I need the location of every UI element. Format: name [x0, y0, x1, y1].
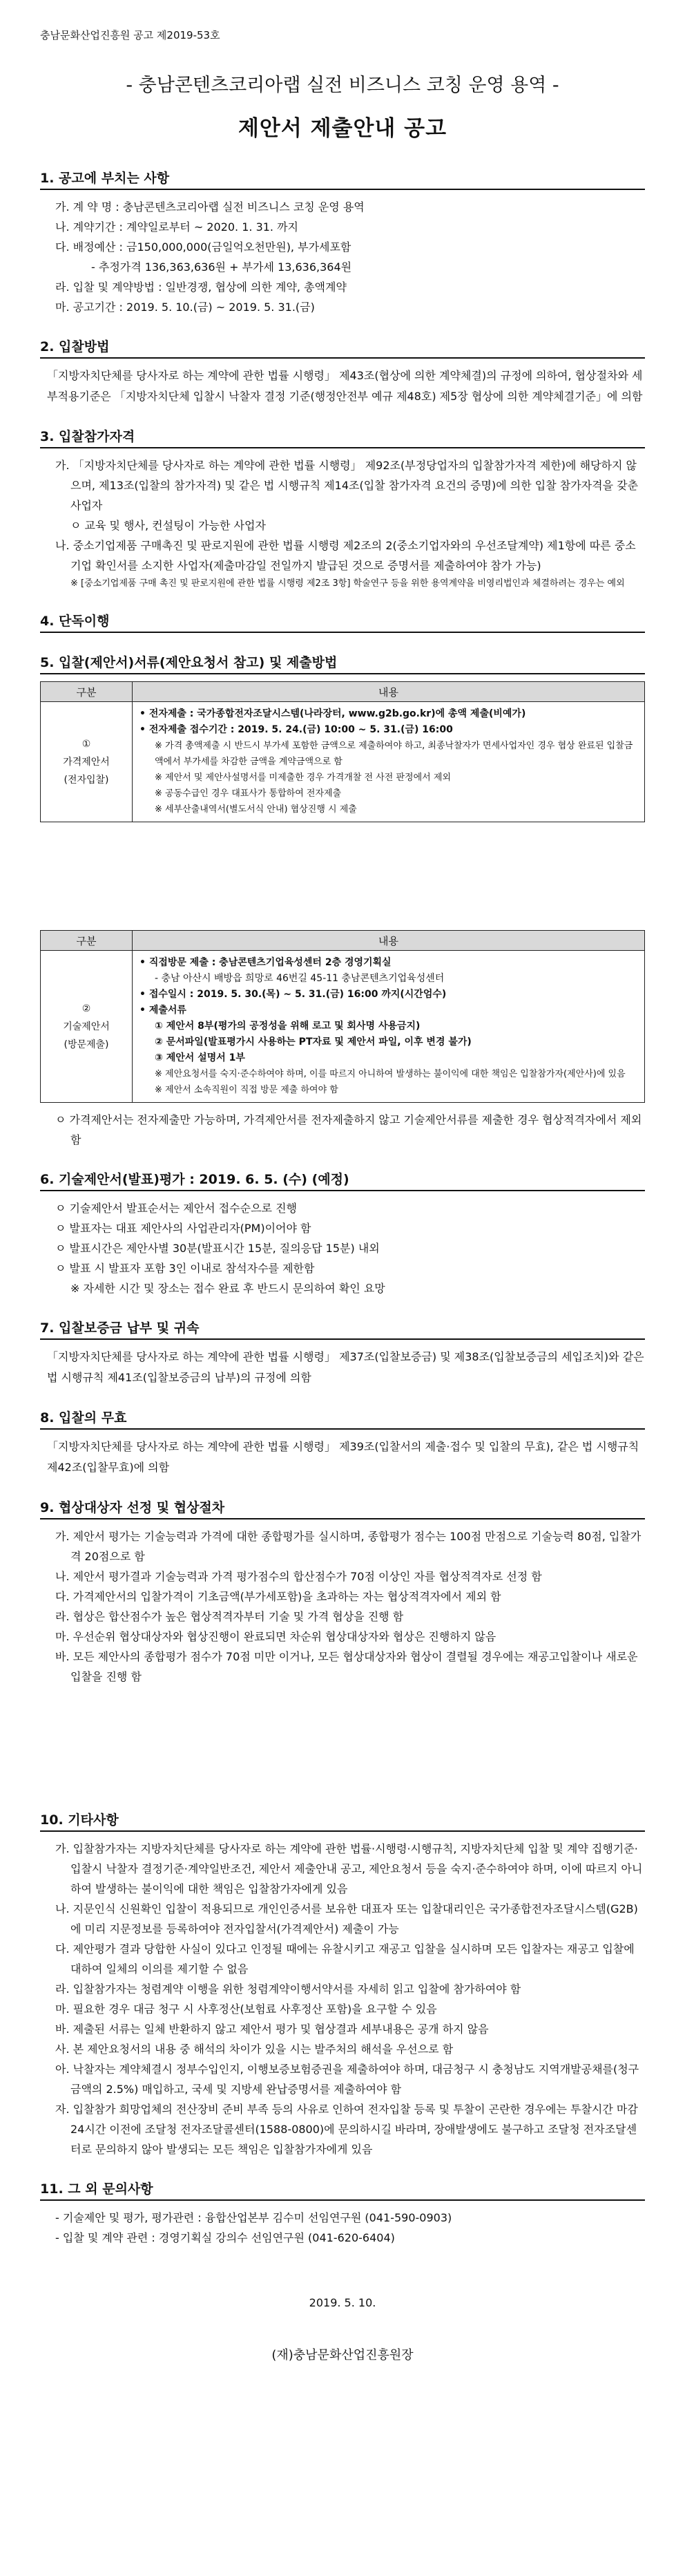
s9-item: 다. 가격제안서의 입찰가격이 기초금액(부가세포함)을 초과하는 자는 협상적격자에서 제외 함: [55, 1590, 501, 1603]
section-5-title: 5. 입찰(제안서)서류(제안요청서 참고) 및 제출방법: [40, 652, 645, 674]
s3-item-a: 가. 「지방자치단체를 당사자로 하는 계약에 관한 법률 시행령」 제92조(부정당업자의 입찰참가자격 제한)에 해당하지 않으며, 제13조(입찰의 참가자격) 및 같은 법 시행규칙 제14조(입찰 참가자격 요건의 증명)에 의한 입찰 참가자격을 갖춘 사업자: [55, 459, 639, 512]
s6-item: ㅇ 기술제안서 발표순서는 제안서 접수순으로 진행: [55, 1202, 298, 1215]
s10-item: 마. 필요한 경우 대금 청구 시 사후정산(보험료 사후정산 포함)을 요구할 수 있음: [55, 2002, 437, 2016]
row1-content: [133, 702, 645, 822]
row1-category: [41, 702, 133, 822]
s1-item: 라. 입찰 및 계약방법 : 일반경쟁, 협상에 의한 계약, 총액계약: [55, 281, 347, 294]
section-3-title: 3. 입찰참가자격: [40, 426, 645, 448]
th-category: 구분: [41, 931, 133, 951]
row1-line: • 전자제출 : 국가종합전자조달시스템(나라장터, www.g2b.go.kr)에 총액 제출(비예가): [139, 708, 526, 719]
section-8-text: 「지방자치단체를 당사자로 하는 계약에 관한 법률 시행령」 제39조(입찰서의 제출·접수 및 입찰의 무효), 같은 법 시행규칙 제42조(입찰무효)에 의함: [47, 1440, 639, 1474]
submission-table-2: [40, 930, 645, 1103]
s10-item: 다. 제안평가 결과 당합한 사실이 있다고 인정될 때에는 유찰시키고 재공고 입찰을 실시하며 모든 입찰자는 재공고 입찰에 대하여 일체의 이의를 제기할 수 없음: [55, 1942, 635, 1976]
s6-item: ㅇ 발표자는 대표 제안사의 사업관리자(PM)이어야 함: [55, 1222, 311, 1235]
row2-line: • 직접방문 제출 : 충남콘텐츠기업육성센터 2층 경영기획실: [139, 957, 392, 968]
row2-cat-num: ②: [81, 1003, 91, 1014]
section-10: [40, 1810, 645, 2159]
document-subtitle: - 충남콘텐츠코리아랩 실전 비즈니스 코칭 운영 용역 -: [126, 75, 559, 96]
section-6: [40, 1169, 645, 1298]
submission-table-1: [40, 681, 645, 822]
issuing-organization: (재)충남문화산업진흥원장: [271, 2348, 414, 2362]
row1-line: ※ 제안서 및 제안사설명서를 미제출한 경우 가격개찰 전 사전 판정에서 제외: [155, 773, 451, 783]
s10-item: 바. 제출된 서류는 일체 반환하지 않고 제안서 평가 및 협상결과 세부내용은 공개 하지 않음: [55, 2023, 489, 2036]
s1-item: 다. 배정예산 : 금150,000,000(금일억오천만원), 부가세포함: [55, 240, 351, 254]
s6-item: ㅇ 발표 시 발표자 포함 3인 이내로 참석자수를 제한함: [55, 1262, 315, 1275]
s1-item: 마. 공고기간 : 2019. 5. 10.(금) ~ 2019. 5. 31.(금): [55, 301, 315, 314]
row2-category: [41, 951, 133, 1103]
row1-cat-method: (전자입찰): [64, 774, 109, 786]
s3-item-b: 나. 중소기업제품 구매촉진 및 판로지원에 관한 법률 시행령 제2조의 2(중소기업자와의 우선조달계약) 제1항에 따른 중소기업 확인서를 소지한 사업자(제출마감일 전일까지 발급된 것으로 증명서를 제출하여야 참가 가능): [55, 539, 636, 572]
document-title: 제안서 제출안내 공고: [238, 116, 447, 141]
row2-content: [133, 951, 645, 1103]
row2-line: • 접수일시 : 2019. 5. 30.(목) ~ 5. 31.(금) 16:00 까지(시간엄수): [139, 989, 447, 1000]
row1-cat-num: ①: [81, 738, 91, 750]
section-1: [40, 168, 645, 317]
s3-item-a-sub: ㅇ 교육 및 행사, 컨설팅이 가능한 사업자: [70, 519, 266, 532]
row2-line: - 충남 아산시 배방읍 희망로 46번길 45-11 충남콘텐츠기업육성센터: [155, 973, 445, 984]
section-1-title: 1. 공고에 부치는 사항: [40, 168, 645, 190]
section-2-title: 2. 입찰방법: [40, 337, 645, 359]
section-11: [40, 2179, 645, 2248]
section-7: [40, 1318, 645, 1388]
s9-item: 나. 제안서 평가결과 기술능력과 가격 평가점수의 합산점수가 70점 이상인 자를 협상적격자로 선정 함: [55, 1570, 542, 1583]
s11-item: - 기술제안 및 평가, 평가관련 : 융합산업본부 김수미 선임연구원 (041-590-0903): [55, 2211, 452, 2224]
s1-item: 나. 계약기간 : 계약일로부터 ~ 2020. 1. 31. 까지: [55, 220, 299, 234]
title-block: [40, 70, 645, 142]
row1-line: ※ 세부산출내역서(별도서식 안내) 협상진행 시 제출: [155, 804, 357, 815]
section-8-title: 8. 입찰의 무효: [40, 1408, 645, 1430]
s9-item: 라. 협상은 합산점수가 높은 협상적격자부터 기술 및 가격 협상을 진행 함: [55, 1610, 404, 1623]
section-4-title: 4. 단독이행: [40, 611, 645, 633]
section-9-title: 9. 협상대상자 선정 및 협상절차: [40, 1497, 645, 1519]
row2-line: ※ 제안서 소속직원이 직접 방문 제출 하여야 함: [155, 1085, 338, 1095]
notice-number: 충남문화산업진흥원 공고 제2019-53호: [40, 29, 220, 41]
s1-item: 가. 계 약 명 : 충남콘텐츠코리아랩 실전 비즈니스 코칭 운영 용역: [55, 200, 365, 214]
notice-date: 2019. 5. 10.: [309, 2296, 376, 2309]
s9-item: 가. 제안서 평가는 기술능력과 가격에 대한 종합평가를 실시하며, 종합평가 점수는 100점 만점으로 기술능력 80점, 입찰가격 20점으로 함: [55, 1530, 641, 1563]
s10-item: 아. 낙찰자는 계약체결시 정부수입인지, 이행보증보험증권을 제출하여야 하며, 대금청구 시 충청남도 지역개발공채를(청구금액의 2.5%) 매입하고, 국세 및 지방세 완납증명서를 제출하여야 함: [55, 2063, 639, 2096]
row2-line: ② 문서파일(발표평가시 사용하는 PT자료 및 제안서 파일, 이후 변경 불가): [155, 1036, 472, 1048]
section-4: [40, 611, 645, 633]
s10-item: 자. 입찰참가 희망업체의 전산장비 준비 부족 등의 사유로 인하여 전자입찰 등록 및 투찰이 곤란한 경우에는 투찰시간 마감 24시간 이전에 조달청 전자조달콜센터(1588-0800)에 문의하시길 바라며, 장애발생에도 불구하고 조달청 전자조달센터로 문의하지 않아 발생되는 모든 책임은 입찰참가자에게 있음: [55, 2103, 638, 2156]
section-10-title: 10. 기타사항: [40, 1810, 645, 1832]
section-6-title: 6. 기술제안서(발표)평가 : 2019. 6. 5. (수) (예정): [40, 1169, 645, 1191]
s9-item: 바. 모든 제안사의 종합평가 점수가 70점 미만 이거나, 모든 협상대상자와 협상이 결렬될 경우에는 재공고입찰이나 새로운 입찰을 진행 함: [55, 1650, 638, 1683]
s6-item: ㅇ 발표시간은 제안사별 30분(발표시간 15분, 질의응답 15분) 내외: [55, 1242, 380, 1255]
row2-line: ① 제안서 8부(평가의 공정성을 위해 로고 및 회사명 사용금지): [155, 1021, 421, 1032]
section-2: [40, 337, 645, 407]
section-9: [40, 1497, 645, 1687]
row1-line: ※ 공동수급인 경우 대표사가 통합하여 전자제출: [155, 788, 342, 799]
section-11-title: 11. 그 외 문의사항: [40, 2179, 645, 2201]
s6-item: ※ 자세한 시간 및 장소는 접수 완료 후 반드시 문의하여 확인 요망: [70, 1282, 385, 1295]
section-2-text: 「지방자치단체를 당사자로 하는 계약에 관한 법률 시행령」 제43조(협상에 의한 계약체결)의 규정에 의하여, 협상절차와 세부적용기준은 「지방자치단체 입찰시 낙찰자 결정 기준(행정안전부 예규 제48호) 제5장 협상에 의한 계약체결기준」에 의함: [47, 369, 643, 403]
row2-line: ※ 제안요청서를 숙지·준수하여야 하며, 이를 따르지 아니하여 발생하는 불이익에 대한 책임은 입찰참가자(제안사)에 있음: [155, 1069, 626, 1079]
s10-item: 라. 입찰참가자는 청렴계약 이행을 위한 청렴계약이행서약서를 자세히 읽고 입찰에 참가하여야 함: [55, 1982, 521, 1996]
row1-line: ※ 가격 총액제출 시 반드시 부가세 포함한 금액으로 제출하여야 하고, 최종낙찰자가 면세사업자인 경우 협상 완료된 입찰금액에서 부가세를 차감한 금액을 계약금액으로 함: [155, 741, 633, 767]
row2-cat-method: (방문제출): [64, 1039, 109, 1050]
row2-line: ③ 제안서 설명서 1부: [155, 1052, 245, 1063]
row2-cat-name: 기술제안서: [63, 1021, 110, 1032]
s3-note: ※ [중소기업제품 구매 촉진 및 판로지원에 관한 법률 시행령 제2조 3항] 학술연구 등을 위한 용역계약을 비영리법인과 체결하려는 경우는 예외: [70, 578, 625, 589]
row1-cat-name: 가격제안서: [63, 756, 110, 768]
row1-line: • 전자제출 접수기간 : 2019. 5. 24.(금) 10:00 ~ 5. 31.(금) 16:00: [139, 724, 453, 735]
row2-line: • 제출서류: [139, 1005, 186, 1016]
th-content: 내용: [133, 931, 645, 951]
s11-item: - 입찰 및 계약 관련 : 경영기획실 강의수 선임연구원 (041-620-6404): [55, 2231, 395, 2244]
section-7-text: 「지방자치단체를 당사자로 하는 계약에 관한 법률 시행령」 제37조(입찰보증금) 및 제38조(입찰보증금의 세입조치)와 같은 법 시행규칙 제41조(입찰보증금의 납부)의 규정에 의함: [47, 1350, 644, 1384]
section-3: [40, 426, 645, 591]
s1-item: - 추정가격 136,363,636원 + 부가세 13,636,364원: [91, 261, 352, 274]
s5-after-note: ㅇ 가격제안서는 전자제출만 가능하며, 가격제안서를 전자제출하지 않고 기술제안서류를 제출한 경우 협상적격자에서 제외 함: [55, 1113, 642, 1146]
s10-item: 가. 입찰참가자는 지방자치단체를 당사자로 하는 계약에 관한 법률·시행령·시행규칙, 지방자치단체 입찰 및 계약 집행기준·입찰시 낙찰자 결정기준·계약일반조건, 제안서 제출안내 공고, 제안요청서 등을 숙지·준수하여야 하며, 이에 따르지 아니하여 발생하는 불이익에 대한 책임은 입찰참가자에게 있음: [55, 1842, 643, 1895]
section-7-title: 7. 입찰보증금 납부 및 귀속: [40, 1318, 645, 1340]
th-category: 구분: [41, 682, 133, 702]
s10-item: 나. 지문인식 신원확인 입찰이 적용되므로 개인인증서를 보유한 대표자 또는 입찰대리인은 국가종합전자조달시스템(G2B)에 미리 지문정보를 등록하여야 전자입찰서(가격제안서) 제출이 가능: [55, 1902, 638, 1935]
s10-item: 사. 본 제안요청서의 내용 중 해석의 차이가 있을 시는 발주처의 해석을 우선으로 함: [55, 2043, 454, 2056]
section-5: [40, 652, 645, 1150]
th-content: 내용: [133, 682, 645, 702]
s9-item: 마. 우선순위 협상대상자와 협상진행이 완료되면 차순위 협상대상자와 협상은 진행하지 않음: [55, 1630, 496, 1643]
section-8: [40, 1408, 645, 1478]
